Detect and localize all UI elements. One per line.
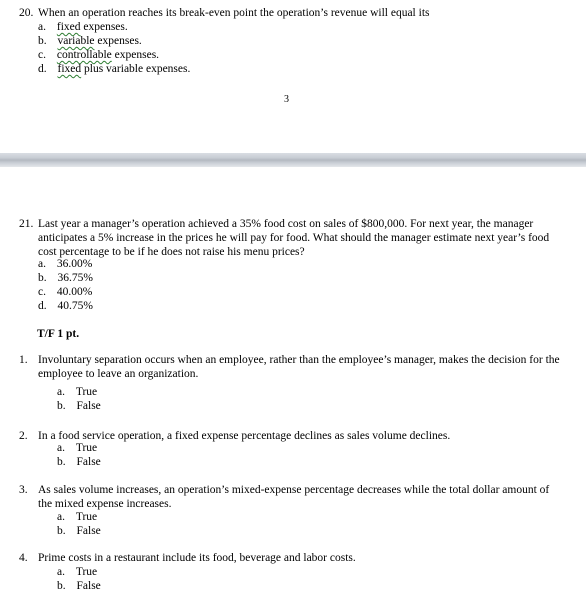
option-text: plus variable expenses. xyxy=(81,63,191,75)
option-keyword: fixed xyxy=(57,63,82,75)
question-number: 21. xyxy=(19,218,34,230)
question-text: In a food service operation, a fixed expense percentage declines as sales volume declines. xyxy=(38,430,451,442)
option-false[interactable] xyxy=(57,455,101,469)
option-keyword: variable xyxy=(57,35,95,47)
option-letter: a. xyxy=(57,442,65,454)
option-b[interactable] xyxy=(38,34,142,48)
option-text: False xyxy=(76,400,101,412)
option-letter: a. xyxy=(57,511,65,523)
option-text: expenses. xyxy=(94,35,142,47)
option-true[interactable] xyxy=(57,565,97,579)
option-text: expenses. xyxy=(111,49,160,61)
page-number: 3 xyxy=(284,94,289,105)
option-true[interactable] xyxy=(57,385,97,399)
question-text: As sales volume increases, an operation’s mixed-expense percentage decreases while the total dollar amount of the mixed expense increases. xyxy=(38,484,550,510)
option-b[interactable] xyxy=(38,271,93,285)
option-text: False xyxy=(76,456,101,468)
option-true[interactable] xyxy=(57,510,97,524)
option-text: True xyxy=(75,442,98,454)
question-text: Involuntary separation occurs when an employee, rather than the employee’s manager, makes the decision for the employee to leave an organization. xyxy=(38,354,560,380)
option-d[interactable] xyxy=(38,299,93,313)
option-letter: c. xyxy=(38,286,46,298)
option-text: 36.75% xyxy=(57,272,93,284)
option-letter: b. xyxy=(38,272,47,284)
option-letter: a. xyxy=(38,258,46,270)
option-letter: a. xyxy=(38,21,46,33)
option-letter: d. xyxy=(38,63,47,75)
option-text: False xyxy=(76,525,101,537)
option-text: expenses. xyxy=(80,21,128,33)
option-false[interactable] xyxy=(57,524,101,538)
option-letter: b. xyxy=(57,400,66,412)
option-text: True xyxy=(75,566,98,578)
page-divider xyxy=(0,153,586,167)
option-true[interactable] xyxy=(57,441,97,455)
question-text: Last year a manager’s operation achieved a 35% food cost on sales of $800,000. For next year, the manager anticipates a 5% increase in the prices he will pay for food. What should the manager estimate next year’s food cost percentage to be if he does not raise his menu prices? xyxy=(38,218,550,258)
option-c[interactable] xyxy=(38,48,159,62)
question-number: 2. xyxy=(19,430,28,442)
option-d[interactable] xyxy=(38,62,190,76)
option-text: True xyxy=(75,386,98,398)
question-text: When an operation reaches its break-even point the operation’s revenue will equal its xyxy=(38,7,430,19)
question-text: Prime costs in a restaurant include its food, beverage and labor costs. xyxy=(38,552,356,564)
option-false[interactable] xyxy=(57,399,101,413)
option-text: False xyxy=(76,580,101,592)
option-letter: a. xyxy=(57,386,65,398)
option-letter: b. xyxy=(57,456,66,468)
option-text: 36.00% xyxy=(56,258,93,270)
option-letter: b. xyxy=(57,580,66,592)
question-number: 4. xyxy=(19,552,28,564)
question-number: 1. xyxy=(19,354,28,366)
option-false[interactable] xyxy=(57,579,101,593)
option-letter: d. xyxy=(38,300,47,312)
option-text: 40.75% xyxy=(57,300,93,312)
option-a[interactable] xyxy=(38,257,92,271)
option-letter: b. xyxy=(38,35,47,47)
question-number: 3. xyxy=(19,484,28,496)
option-keyword: fixed xyxy=(56,21,81,33)
option-text: 40.00% xyxy=(56,286,93,298)
option-c[interactable] xyxy=(38,285,92,299)
option-text: True xyxy=(75,511,98,523)
section-title: T/F 1 pt. xyxy=(37,328,80,340)
option-letter: a. xyxy=(57,566,65,578)
question-number: 20. xyxy=(19,7,34,19)
option-a[interactable] xyxy=(38,20,128,34)
option-letter: c. xyxy=(38,49,46,61)
option-keyword: controllable xyxy=(56,49,112,61)
option-letter: b. xyxy=(57,525,66,537)
